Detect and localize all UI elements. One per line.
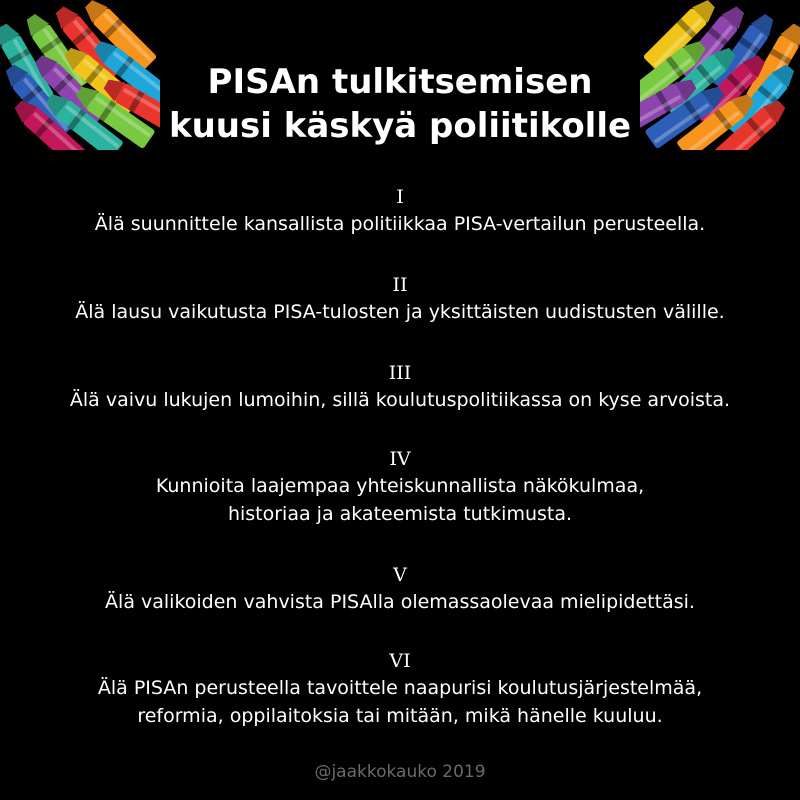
- title-line-2: kuusi käskyä poliitikolle: [168, 106, 632, 146]
- rule-2: [0, 272, 800, 326]
- rule-text-line: Älä PISAn perusteella tavoittele naapurisi koulutusjärjestelmää,: [97, 677, 703, 699]
- rule-text-line: historiaa ja akateemista tutkimusta.: [227, 503, 573, 525]
- rule-4: [0, 446, 800, 528]
- rule-3: [0, 360, 800, 414]
- page-title: [0, 60, 800, 148]
- rule-text-line: reformia, oppilaitoksia tai mitään, mikä hänelle kuuluu.: [137, 705, 663, 727]
- rule-numeral: VI: [389, 650, 411, 672]
- rule-text-line: Älä valikoiden vahvista PISAlla olemassaolevaa mielipidettäsi.: [105, 591, 695, 613]
- rule-numeral: II: [392, 274, 408, 296]
- rule-text-line: Kunnioita laajempaa yhteiskunnallista näkökulmaa,: [155, 475, 645, 497]
- rule-numeral: V: [393, 564, 407, 586]
- rule-numeral: I: [396, 186, 404, 208]
- rule-5: [0, 562, 800, 616]
- rule-text-line: Älä vaivu lukujen lumoihin, sillä koulutuspolitiikassa on kyse arvoista.: [69, 389, 731, 411]
- title-line-1: PISAn tulkitsemisen: [207, 62, 593, 102]
- rule-text-line: Älä suunnittele kansallista politiikkaa PISA-vertailun perusteella.: [94, 213, 706, 235]
- rule-1: [0, 184, 800, 238]
- rule-numeral: IV: [389, 448, 411, 470]
- credit-text: @jaakkokauko 2019: [314, 762, 486, 782]
- rule-6: [0, 648, 800, 730]
- rule-text-line: Älä lausu vaikutusta PISA-tulosten ja yksittäisten uudistusten välille.: [75, 301, 725, 323]
- rule-numeral: III: [388, 362, 412, 384]
